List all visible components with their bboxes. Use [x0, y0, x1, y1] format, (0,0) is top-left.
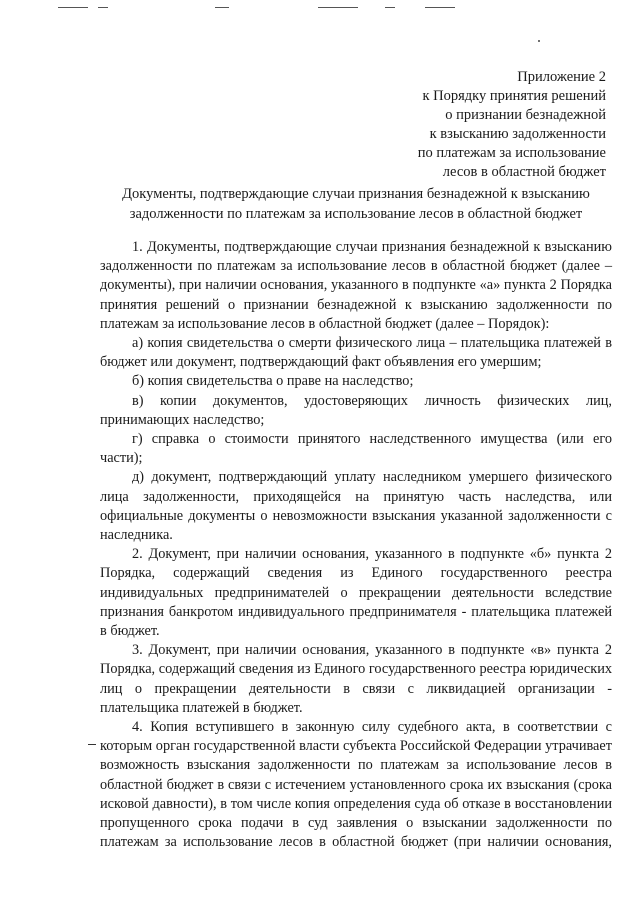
scan-artifact-line — [385, 7, 395, 8]
scan-artifact-line — [98, 7, 108, 8]
appendix-line: Приложение 2 — [517, 69, 606, 85]
appendix-line: к Порядку принятия решений — [422, 88, 606, 104]
paragraph-1c: в) копии документов, удостоверяющих личность физических лиц, принимающих наследство; — [100, 392, 612, 428]
appendix-header — [418, 68, 606, 182]
appendix-line: о признании безнадежной — [445, 107, 606, 123]
title-line: задолженности по платежам за использование лесов в областной бюджет — [129, 205, 583, 222]
scan-artifact-line — [318, 7, 358, 8]
margin-mark — [88, 744, 96, 745]
paragraph-4: 4. Копия вступившего в законную силу судебного акта, в соответствии с которым орган государственной власти субъекта Российской Федерации утрачивает возможность взыскания задолженности по платежам за использование лесов в областной бюджет в связи с истечением установленного срока их взыскания (срока исковой давности), в том числе копия определения суда об отказе в восстановлении пропущенного срока подачи в суд заявления о взыскании задолженности по платежам за использование лесов в областной бюджет (при наличии основания, — [100, 719, 612, 851]
scan-speck — [538, 40, 540, 42]
appendix-line: к взысканию задолженности — [429, 126, 606, 142]
scan-artifact-line — [215, 7, 229, 8]
document-body — [100, 238, 612, 853]
paragraph-1: 1. Документы, подтверждающие случаи признания безнадежной к взысканию задолженности по платежам за использование лесов в областной бюджет (далее – документы), при наличии основания, указанного в подпункте «а» пункта 2 Порядка принятия решений о признании безнадежной к взысканию задолженности по платежам за использование лесов в областной бюджет (далее – Порядок): — [100, 239, 612, 332]
paragraph-1e: д) документ, подтверждающий уплату наследником умершего физического лица задолженности, приходящейся на принятую часть наследства, или официальные документы о невозможности взыскания указанной задолженности с наследника. — [100, 469, 612, 544]
paragraph-1a: а) копия свидетельства о смерти физического лица – плательщика платежей в бюджет или документ, подтверждающий факт объявления его умершим; — [100, 335, 612, 371]
paragraph-2: 2. Документ, при наличии основания, указанного в подпункте «б» пункта 2 Порядка, содержащий сведения из Единого государственного реестра индивидуальных предпринимателей о прекращении деятельности вследствие признания банкротом индивидуального предпринимателя - плательщика платежей в бюджет. — [100, 546, 612, 640]
appendix-line: по платежам за использование — [417, 145, 606, 161]
paragraph-1b: б) копия свидетельства о праве на наследство; — [132, 373, 414, 390]
appendix-line: лесов в областной бюджет — [442, 164, 606, 180]
scan-artifact-line — [58, 7, 88, 8]
document-title — [100, 185, 612, 224]
paragraph-3: 3. Документ, при наличии основания, указанного в подпункте «в» пункта 2 Порядка, содержащий сведения из Единого государственного реестра юридических лиц о прекращении деятельности в связи с ликвидацией организации - плательщика платежей в бюджет. — [100, 642, 612, 716]
paragraph-1d: г) справка о стоимости принятого наследственного имущества (или его части); — [100, 431, 612, 467]
scan-artifact-line — [425, 7, 455, 8]
title-line: Документы, подтверждающие случаи признания безнадежной к взысканию — [122, 186, 590, 202]
